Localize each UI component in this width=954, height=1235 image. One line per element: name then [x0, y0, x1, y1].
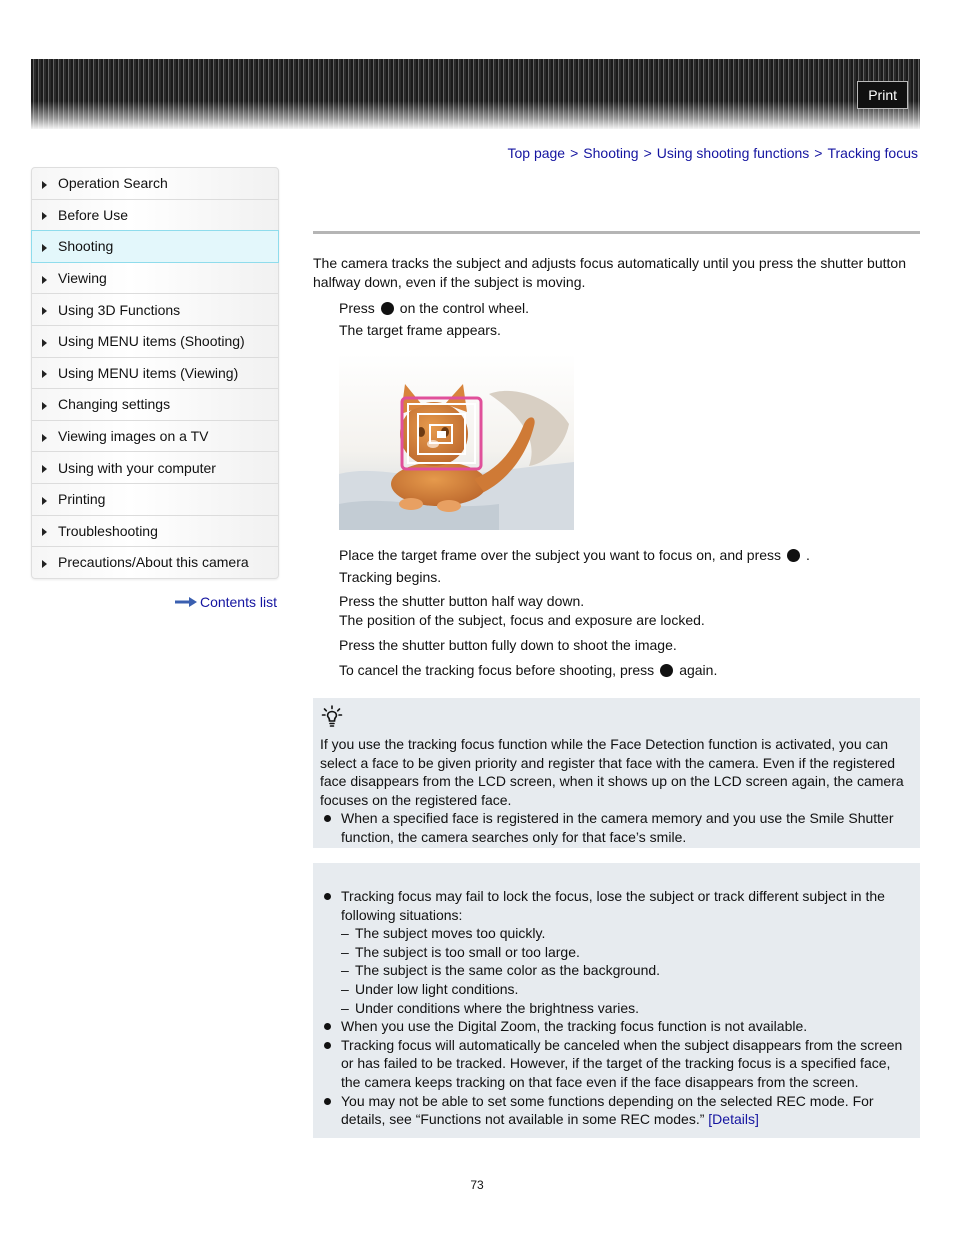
cat-photo-illustration	[339, 354, 574, 530]
arrow-right-icon	[175, 597, 197, 607]
arrow-right-icon	[42, 307, 47, 315]
print-button[interactable]: Print	[857, 81, 908, 109]
step-1-text-b: on the control wheel.	[399, 300, 529, 316]
tracking-frame-photo	[339, 354, 574, 530]
sidebar-item-menu-shooting[interactable]	[32, 326, 278, 358]
note-dash-item: – The subject moves too quickly.	[320, 924, 913, 943]
breadcrumb-separator: >	[643, 145, 652, 161]
arrow-right-icon	[42, 465, 47, 473]
step-2-note: Tracking begins.	[339, 569, 442, 585]
details-link[interactable]: [Details]	[708, 1111, 759, 1128]
contents-list-link[interactable]	[175, 594, 277, 610]
note-bullet-1: Tracking focus may fail to lock the focus, lose the subject or track different subject in the following situations:	[320, 887, 913, 924]
notes-box	[313, 863, 920, 1138]
sidebar-item-printing[interactable]	[32, 484, 278, 516]
center-button-icon	[660, 664, 673, 677]
sidebar-item-label: Viewing images on a TV	[58, 428, 209, 445]
arrow-right-icon	[42, 212, 47, 220]
sidebar-item-operation-search[interactable]	[32, 168, 278, 200]
breadcrumb-using-shooting-functions[interactable]: Using shooting functions	[656, 145, 810, 161]
step-1-note: The target frame appears.	[339, 322, 501, 338]
header-banner	[31, 59, 920, 129]
note-bullet-4	[320, 1092, 913, 1129]
sidebar-item-viewing-on-tv[interactable]	[32, 421, 278, 453]
hint-text: If you use the tracking focus function while the Face Detection function is activated, you can select a face to be given priority and register that face with the camera. Even if the registered face disappears from the LCD screen, when it shows up on the LCD screen again, the camera focuses on the registered face.	[320, 736, 904, 808]
note-bullet-3: Tracking focus will automatically be canceled when the subject disappears from the screen or has failed to be tracked. However, if the target of the tracking focus is a specified face, the camera keeps tracking on that face even if the face disappears from the screen.	[320, 1036, 913, 1092]
note-bullet-4-text: You may not be able to set some functions depending on the selected REC mode. For details, see “Functions not available in some REC modes.”	[341, 1092, 874, 1128]
sidebar-item-viewing[interactable]	[32, 263, 278, 295]
breadcrumb-top-page[interactable]: Top page	[507, 145, 566, 161]
step-3-note: The position of the subject, focus and exposure are locked.	[339, 612, 705, 628]
note-dash-item: – Under conditions where the brightness varies.	[320, 999, 913, 1018]
sidebar-item-computer[interactable]	[32, 452, 278, 484]
sidebar-item-troubleshooting[interactable]	[32, 516, 278, 548]
sidebar-item-label: Precautions/About this camera	[58, 554, 249, 571]
title-divider	[313, 231, 920, 234]
sidebar-item-label: Printing	[58, 491, 106, 508]
arrow-right-icon	[42, 528, 47, 536]
sidebar-item-label: Changing settings	[58, 396, 171, 413]
note-dash-item: – The subject is too small or too large.	[320, 943, 913, 962]
sidebar-item-label: Using with your computer	[58, 459, 216, 476]
sidebar-item-before-use[interactable]	[32, 200, 278, 232]
sidebar-item-menu-viewing[interactable]	[32, 358, 278, 390]
cancel-text-b: again.	[679, 662, 718, 678]
breadcrumb	[507, 145, 918, 161]
arrow-right-icon	[42, 244, 47, 252]
contents-list-label: Contents list	[199, 594, 277, 610]
step-3: Press the shutter button half way down.	[339, 593, 585, 609]
step-2-text-a: Place the target frame over the subject you want to focus on, and press	[339, 547, 782, 563]
arrow-right-icon	[42, 434, 47, 442]
sidebar-item-changing-settings[interactable]	[32, 389, 278, 421]
page-number: 73	[470, 1178, 484, 1192]
sidebar-item-shooting[interactable]	[31, 230, 279, 263]
step-4: Press the shutter button fully down to shoot the image.	[339, 637, 677, 653]
arrow-right-icon	[42, 339, 47, 347]
intro-text: The camera tracks the subject and adjusts focus automatically until you press the shutter button halfway down, even if the subject is moving.	[313, 255, 906, 290]
sidebar-item-label: Operation Search	[58, 175, 168, 192]
sidebar-item-label: Using MENU items (Shooting)	[58, 333, 245, 350]
breadcrumb-separator: >	[570, 145, 579, 161]
cancel-instruction	[339, 661, 919, 680]
sidebar-item-label: Before Use	[58, 206, 129, 223]
arrow-right-icon	[42, 276, 47, 284]
breadcrumb-tracking-focus[interactable]: Tracking focus	[827, 145, 918, 161]
arrow-right-icon	[42, 560, 47, 568]
arrow-right-icon	[42, 497, 47, 505]
sidebar-item-label: Using 3D Functions	[58, 301, 181, 318]
sidebar-item-label: Shooting	[58, 238, 114, 255]
sidebar-item-3d-functions[interactable]	[32, 294, 278, 326]
sidebar-item-label: Viewing	[58, 270, 107, 287]
note-bullet-2: When you use the Digital Zoom, the tracking focus function is not available.	[320, 1017, 913, 1036]
step-2	[339, 546, 919, 565]
step-1	[339, 299, 919, 318]
sidebar-nav	[31, 167, 279, 579]
arrow-right-icon	[42, 402, 47, 410]
lightbulb-icon	[321, 705, 343, 727]
center-button-icon	[381, 302, 394, 315]
sidebar-item-label: Using MENU items (Viewing)	[58, 364, 239, 381]
note-dash-item: – Under low light conditions.	[320, 980, 913, 999]
sidebar-item-label: Troubleshooting	[58, 522, 158, 539]
step-1-text-a: Press	[339, 300, 375, 316]
breadcrumb-separator: >	[814, 145, 823, 161]
arrow-right-icon	[42, 370, 47, 378]
note-dash-item: – The subject is the same color as the background.	[320, 961, 913, 980]
breadcrumb-shooting[interactable]: Shooting	[583, 145, 639, 161]
hint-box	[313, 698, 920, 848]
arrow-right-icon	[42, 181, 47, 189]
cancel-text-a: To cancel the tracking focus before shooting, press	[339, 662, 655, 678]
step-2-text-b: .	[806, 547, 810, 563]
sidebar-item-precautions[interactable]	[32, 547, 278, 578]
hint-bullet: When a specified face is registered in the camera memory and you use the Smile Shutter function, the camera searches only for that face’s smile.	[320, 809, 913, 846]
center-button-icon	[787, 549, 800, 562]
